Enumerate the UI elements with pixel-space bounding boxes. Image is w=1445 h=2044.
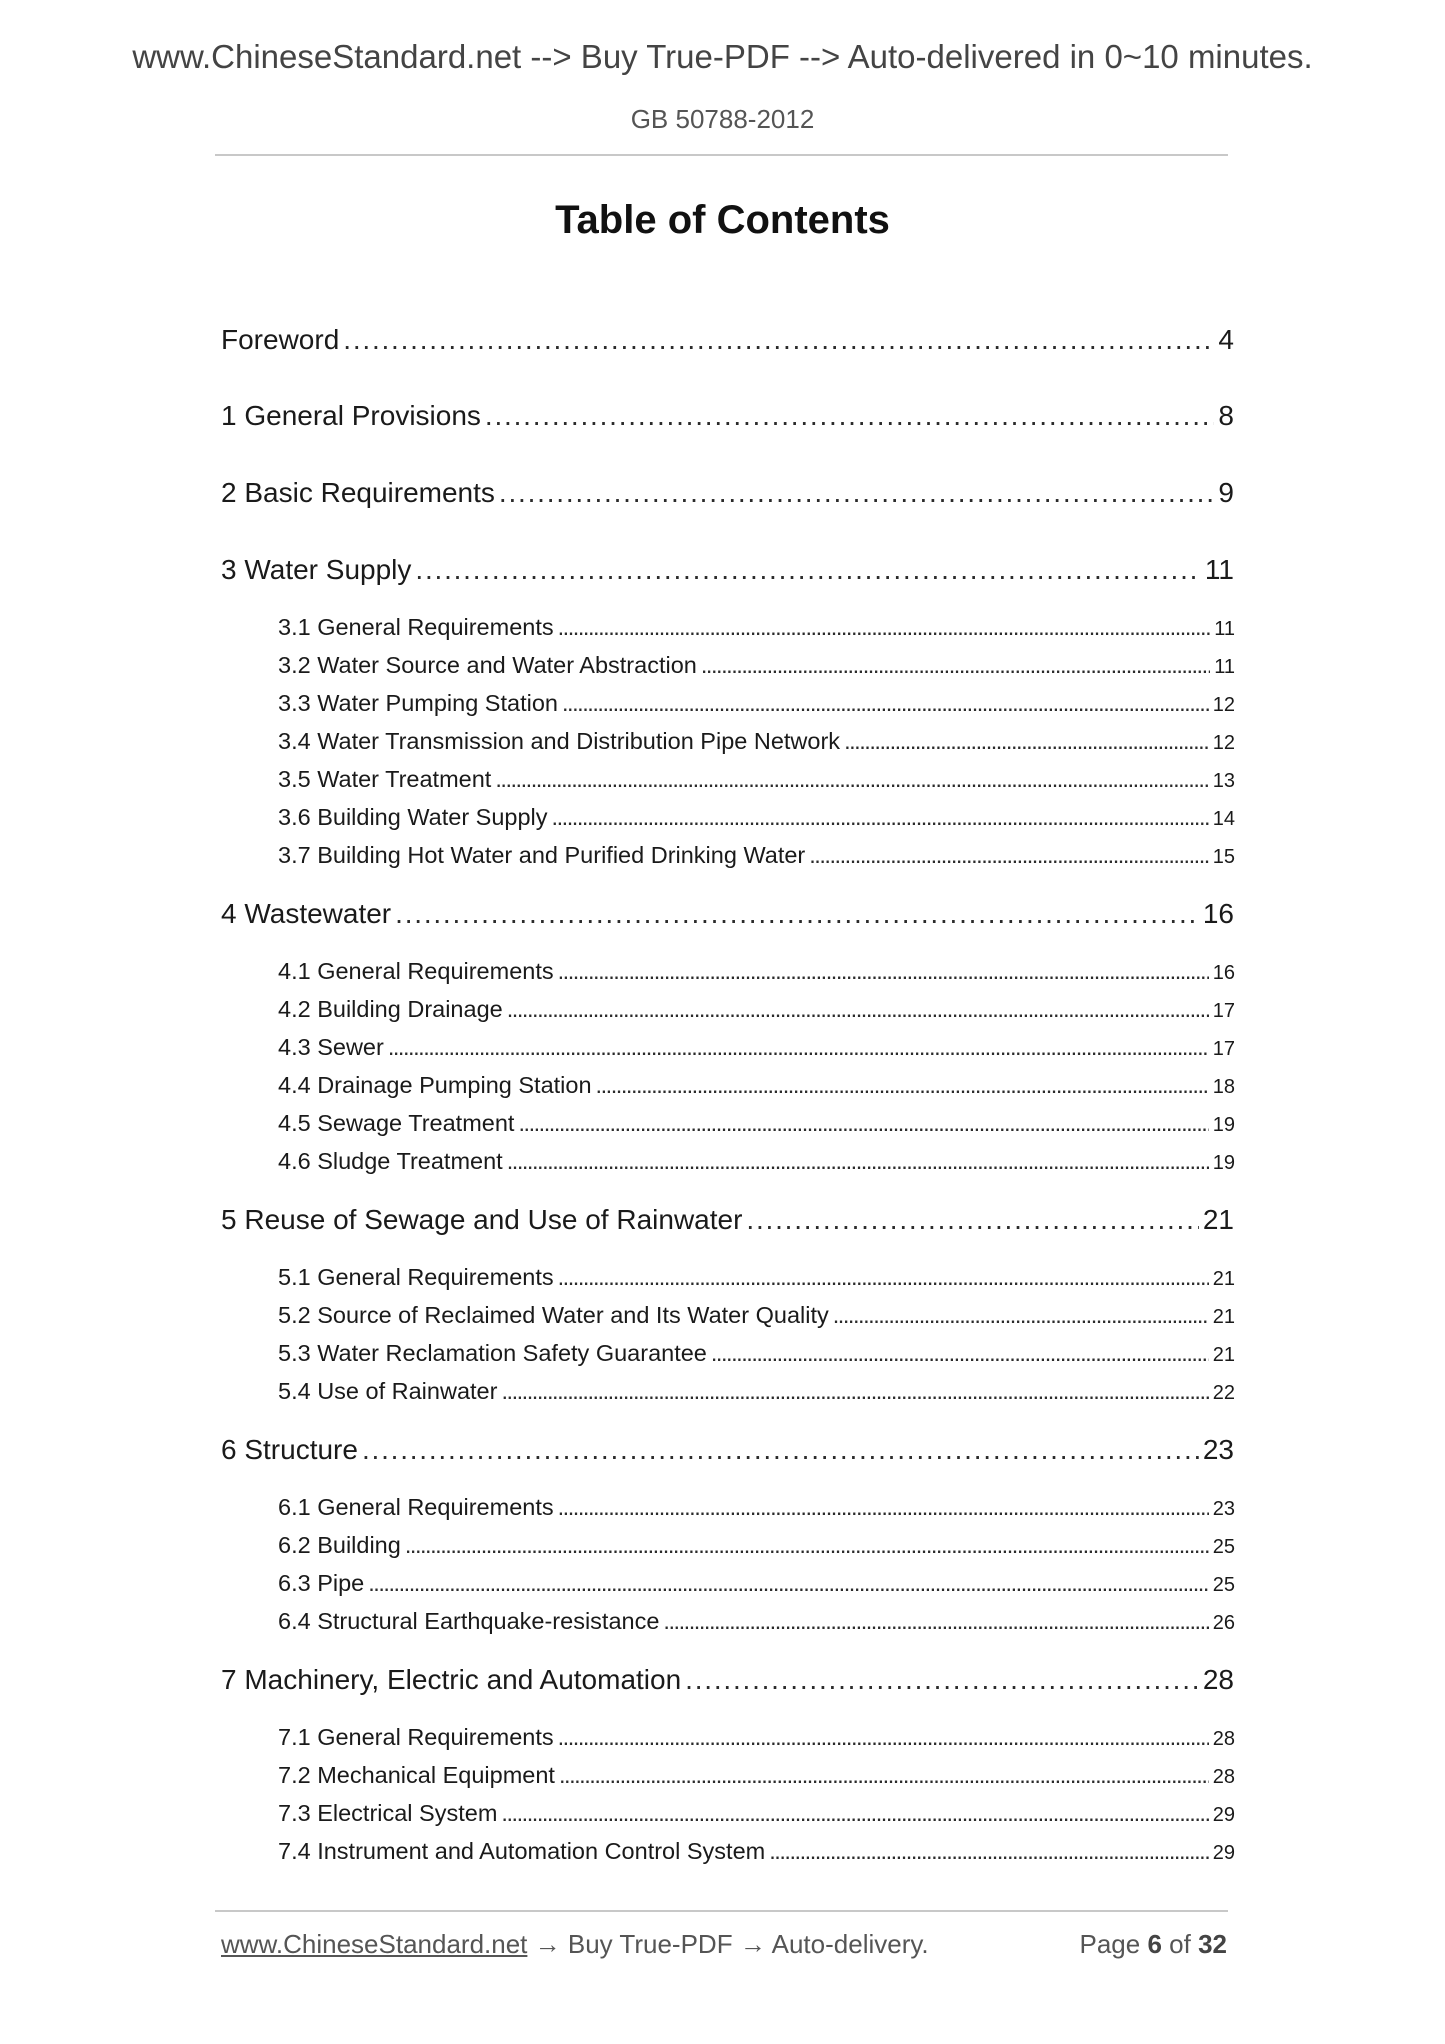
toc-entry-page: 29 — [1212, 1842, 1235, 1864]
dot-leader — [663, 1606, 1208, 1636]
toc-entry-label: 3.7 Building Hot Water and Purified Drinking Water — [278, 842, 806, 868]
toc-entry-label: 5.4 Use of Rainwater — [278, 1378, 498, 1404]
toc-entry-page: 23 — [1202, 1434, 1234, 1465]
toc-entry-page: 23 — [1212, 1498, 1235, 1520]
footer-divider — [215, 1910, 1228, 1912]
toc-chapter-entry[interactable] — [221, 475, 1234, 511]
current-page-number: 6 — [1147, 1929, 1162, 1959]
dot-leader — [368, 1568, 1209, 1598]
dot-leader — [809, 840, 1209, 870]
toc-entry-label: 6.4 Structural Earthquake-resistance — [278, 1608, 660, 1634]
toc-section-entry[interactable] — [278, 1300, 1235, 1330]
toc-entry-label: 4.2 Building Drainage — [278, 996, 503, 1022]
toc-entry-label: 3.2 Water Source and Water Abstraction — [278, 652, 697, 678]
dot-leader — [552, 802, 1209, 832]
toc-section-entry[interactable] — [278, 1032, 1235, 1062]
dot-leader — [495, 764, 1208, 794]
dot-leader — [746, 1202, 1198, 1238]
toc-entry-page: 4 — [1218, 324, 1234, 355]
toc-entry-label: 7 Machinery, Electric and Automation — [221, 1664, 682, 1695]
toc-section-entry[interactable] — [278, 1492, 1235, 1522]
toc-entry-page: 11 — [1214, 618, 1235, 640]
dot-leader — [559, 1760, 1209, 1790]
toc-entry-page: 21 — [1212, 1344, 1235, 1366]
toc-entry-label: 4.1 General Requirements — [278, 958, 554, 984]
toc-entry-label: 6.3 Pipe — [278, 1570, 365, 1596]
toc-entry-label: 3.1 General Requirements — [278, 614, 554, 640]
toc-entry-page: 19 — [1212, 1114, 1235, 1136]
toc-section-entry[interactable] — [278, 726, 1235, 756]
toc-entry-page: 8 — [1218, 400, 1234, 431]
toc-section-entry[interactable] — [278, 1376, 1235, 1406]
toc-section-entry[interactable] — [278, 764, 1235, 794]
arrow-right-icon: → — [739, 1929, 766, 1959]
dot-leader — [558, 1722, 1209, 1752]
toc-chapter-entry[interactable] — [221, 896, 1234, 932]
toc-entry-label: 4.6 Sludge Treatment — [278, 1148, 503, 1174]
page-title: Table of Contents — [555, 198, 890, 242]
toc-entry-label: 3.5 Water Treatment — [278, 766, 492, 792]
top-banner: www.ChineseStandard.net --> Buy True-PDF --> Auto-delivered in 0~10 minutes. — [132, 38, 1313, 75]
dot-leader — [596, 1070, 1209, 1100]
footer-link[interactable]: www.ChineseStandard.net — [221, 1929, 528, 1959]
toc-entry-label: 7.1 General Requirements — [278, 1724, 554, 1750]
dot-leader — [769, 1836, 1209, 1866]
toc-entry-label: 6.1 General Requirements — [278, 1494, 554, 1520]
dot-leader — [507, 1146, 1209, 1176]
dot-leader — [558, 612, 1211, 642]
toc-entry-label: 6.2 Building — [278, 1532, 401, 1558]
dot-leader — [833, 1300, 1209, 1330]
total-page-number: 32 — [1198, 1929, 1227, 1959]
toc-section-entry[interactable] — [278, 1146, 1235, 1176]
toc-entry-page: 11 — [1214, 656, 1235, 678]
toc-entry-label: 3.3 Water Pumping Station — [278, 690, 558, 716]
toc-entry-label: 6 Structure — [221, 1434, 358, 1465]
dot-leader — [499, 475, 1215, 511]
toc-section-entry[interactable] — [278, 1108, 1235, 1138]
dot-leader — [685, 1662, 1199, 1698]
toc-entry-page: 18 — [1212, 1076, 1235, 1098]
dot-leader — [405, 1530, 1209, 1560]
toc-entry-label: 4.5 Sewage Treatment — [278, 1110, 515, 1136]
dot-leader — [711, 1338, 1209, 1368]
toc-entry-page: 26 — [1212, 1612, 1235, 1634]
toc-section-entry[interactable] — [278, 1836, 1235, 1866]
toc-entry-label: Foreword — [221, 324, 340, 355]
toc-entry-page: 19 — [1212, 1152, 1235, 1174]
toc-entry-label: 2 Basic Requirements — [221, 477, 495, 508]
toc-entry-page: 9 — [1218, 477, 1234, 508]
dot-leader — [501, 1798, 1208, 1828]
toc-entry-page: 21 — [1212, 1306, 1235, 1328]
toc-entry-page: 22 — [1212, 1382, 1235, 1404]
toc-chapter-entry[interactable] — [221, 322, 1234, 358]
toc-entry-label: 7.2 Mechanical Equipment — [278, 1762, 555, 1788]
toc-chapter-entry[interactable] — [221, 398, 1234, 434]
dot-leader — [343, 322, 1214, 358]
toc-entry-label: 5 Reuse of Sewage and Use of Rainwater — [221, 1204, 743, 1235]
toc-section-entry[interactable] — [278, 994, 1235, 1024]
toc-section-entry[interactable] — [278, 1568, 1235, 1598]
toc-section-entry[interactable] — [278, 612, 1235, 642]
toc-entry-page: 15 — [1212, 846, 1235, 868]
dot-leader — [558, 1492, 1209, 1522]
toc-chapter-entry[interactable] — [221, 1432, 1234, 1468]
document-code: GB 50788-2012 — [630, 104, 815, 134]
toc-entry-page: 17 — [1212, 1000, 1235, 1022]
arrow-right-icon: → — [534, 1929, 561, 1959]
dot-leader — [415, 552, 1201, 588]
toc-section-entry[interactable] — [278, 1606, 1235, 1636]
dot-leader — [562, 688, 1209, 718]
toc-entry-page: 28 — [1202, 1664, 1234, 1695]
toc-entry-page: 12 — [1212, 732, 1235, 754]
toc-entry-page: 25 — [1212, 1574, 1235, 1596]
toc-entry-label: 5.1 General Requirements — [278, 1264, 554, 1290]
toc-section-entry[interactable] — [278, 1530, 1235, 1560]
toc-entry-page: 29 — [1212, 1804, 1235, 1826]
toc-section-entry[interactable] — [278, 1262, 1235, 1292]
toc-entry-page: 25 — [1212, 1536, 1235, 1558]
dot-leader — [501, 1376, 1208, 1406]
toc-chapter-entry[interactable] — [221, 552, 1234, 588]
toc-entry-label: 3.6 Building Water Supply — [278, 804, 548, 830]
toc-entry-label: 5.2 Source of Reclaimed Water and Its Water Quality — [278, 1302, 829, 1328]
toc-entry-label: 4.3 Sewer — [278, 1034, 384, 1060]
toc-entry-page: 12 — [1212, 694, 1235, 716]
toc-entry-page: 28 — [1212, 1766, 1235, 1788]
toc-entry-label: 5.3 Water Reclamation Safety Guarantee — [278, 1340, 707, 1366]
of-word: of — [1169, 1929, 1191, 1959]
toc-entry-page: 21 — [1202, 1204, 1234, 1235]
toc-entry-page: 11 — [1204, 554, 1234, 585]
page-indicator — [1079, 1929, 1227, 1960]
toc-section-entry[interactable] — [278, 1760, 1235, 1790]
toc-section-entry[interactable] — [278, 840, 1235, 870]
dot-leader — [485, 398, 1215, 434]
toc-section-entry[interactable] — [278, 1722, 1235, 1752]
dot-leader — [518, 1108, 1208, 1138]
toc-chapter-entry[interactable] — [221, 1662, 1234, 1698]
toc-section-entry[interactable] — [278, 802, 1235, 832]
dot-leader — [558, 1262, 1209, 1292]
dot-leader — [507, 994, 1209, 1024]
toc-entry-page: 16 — [1202, 898, 1234, 929]
toc-section-entry[interactable] — [278, 1798, 1235, 1828]
toc-section-entry[interactable] — [278, 650, 1235, 680]
toc-entry-page: 16 — [1212, 962, 1235, 984]
toc-entry-label: 3 Water Supply — [221, 554, 412, 585]
toc-entry-page: 13 — [1212, 770, 1235, 792]
toc-entry-page: 14 — [1212, 808, 1235, 830]
toc-section-entry[interactable] — [278, 1070, 1235, 1100]
footer-buy-text: Buy True-PDF — [567, 1929, 733, 1959]
toc-entry-label: 3.4 Water Transmission and Distribution Pipe Network — [278, 728, 841, 754]
toc-entry-label: 4 Wastewater — [221, 898, 392, 929]
footer-delivery-text: Auto-delivery. — [771, 1929, 929, 1959]
dot-leader — [395, 896, 1199, 932]
toc-entry-label: 7.4 Instrument and Automation Control System — [278, 1838, 766, 1864]
toc-entry-page: 28 — [1212, 1728, 1235, 1750]
dot-leader — [701, 650, 1210, 680]
toc-entry-label: 7.3 Electrical System — [278, 1800, 498, 1826]
toc-entry-label: 1 General Provisions — [221, 400, 481, 431]
toc-entry-page: 17 — [1212, 1038, 1235, 1060]
toc-section-entry[interactable] — [278, 956, 1235, 986]
toc-chapter-entry[interactable] — [221, 1202, 1234, 1238]
dot-leader — [362, 1432, 1199, 1468]
page-word: Page — [1079, 1929, 1141, 1959]
dot-leader — [844, 726, 1209, 756]
toc-entry-label: 4.4 Drainage Pumping Station — [278, 1072, 592, 1098]
dot-leader — [558, 956, 1209, 986]
toc-entry-page: 21 — [1212, 1268, 1235, 1290]
dot-leader — [388, 1032, 1209, 1062]
toc-section-entry[interactable] — [278, 688, 1235, 718]
footer-promo — [221, 1929, 929, 1960]
toc-section-entry[interactable] — [278, 1338, 1235, 1368]
